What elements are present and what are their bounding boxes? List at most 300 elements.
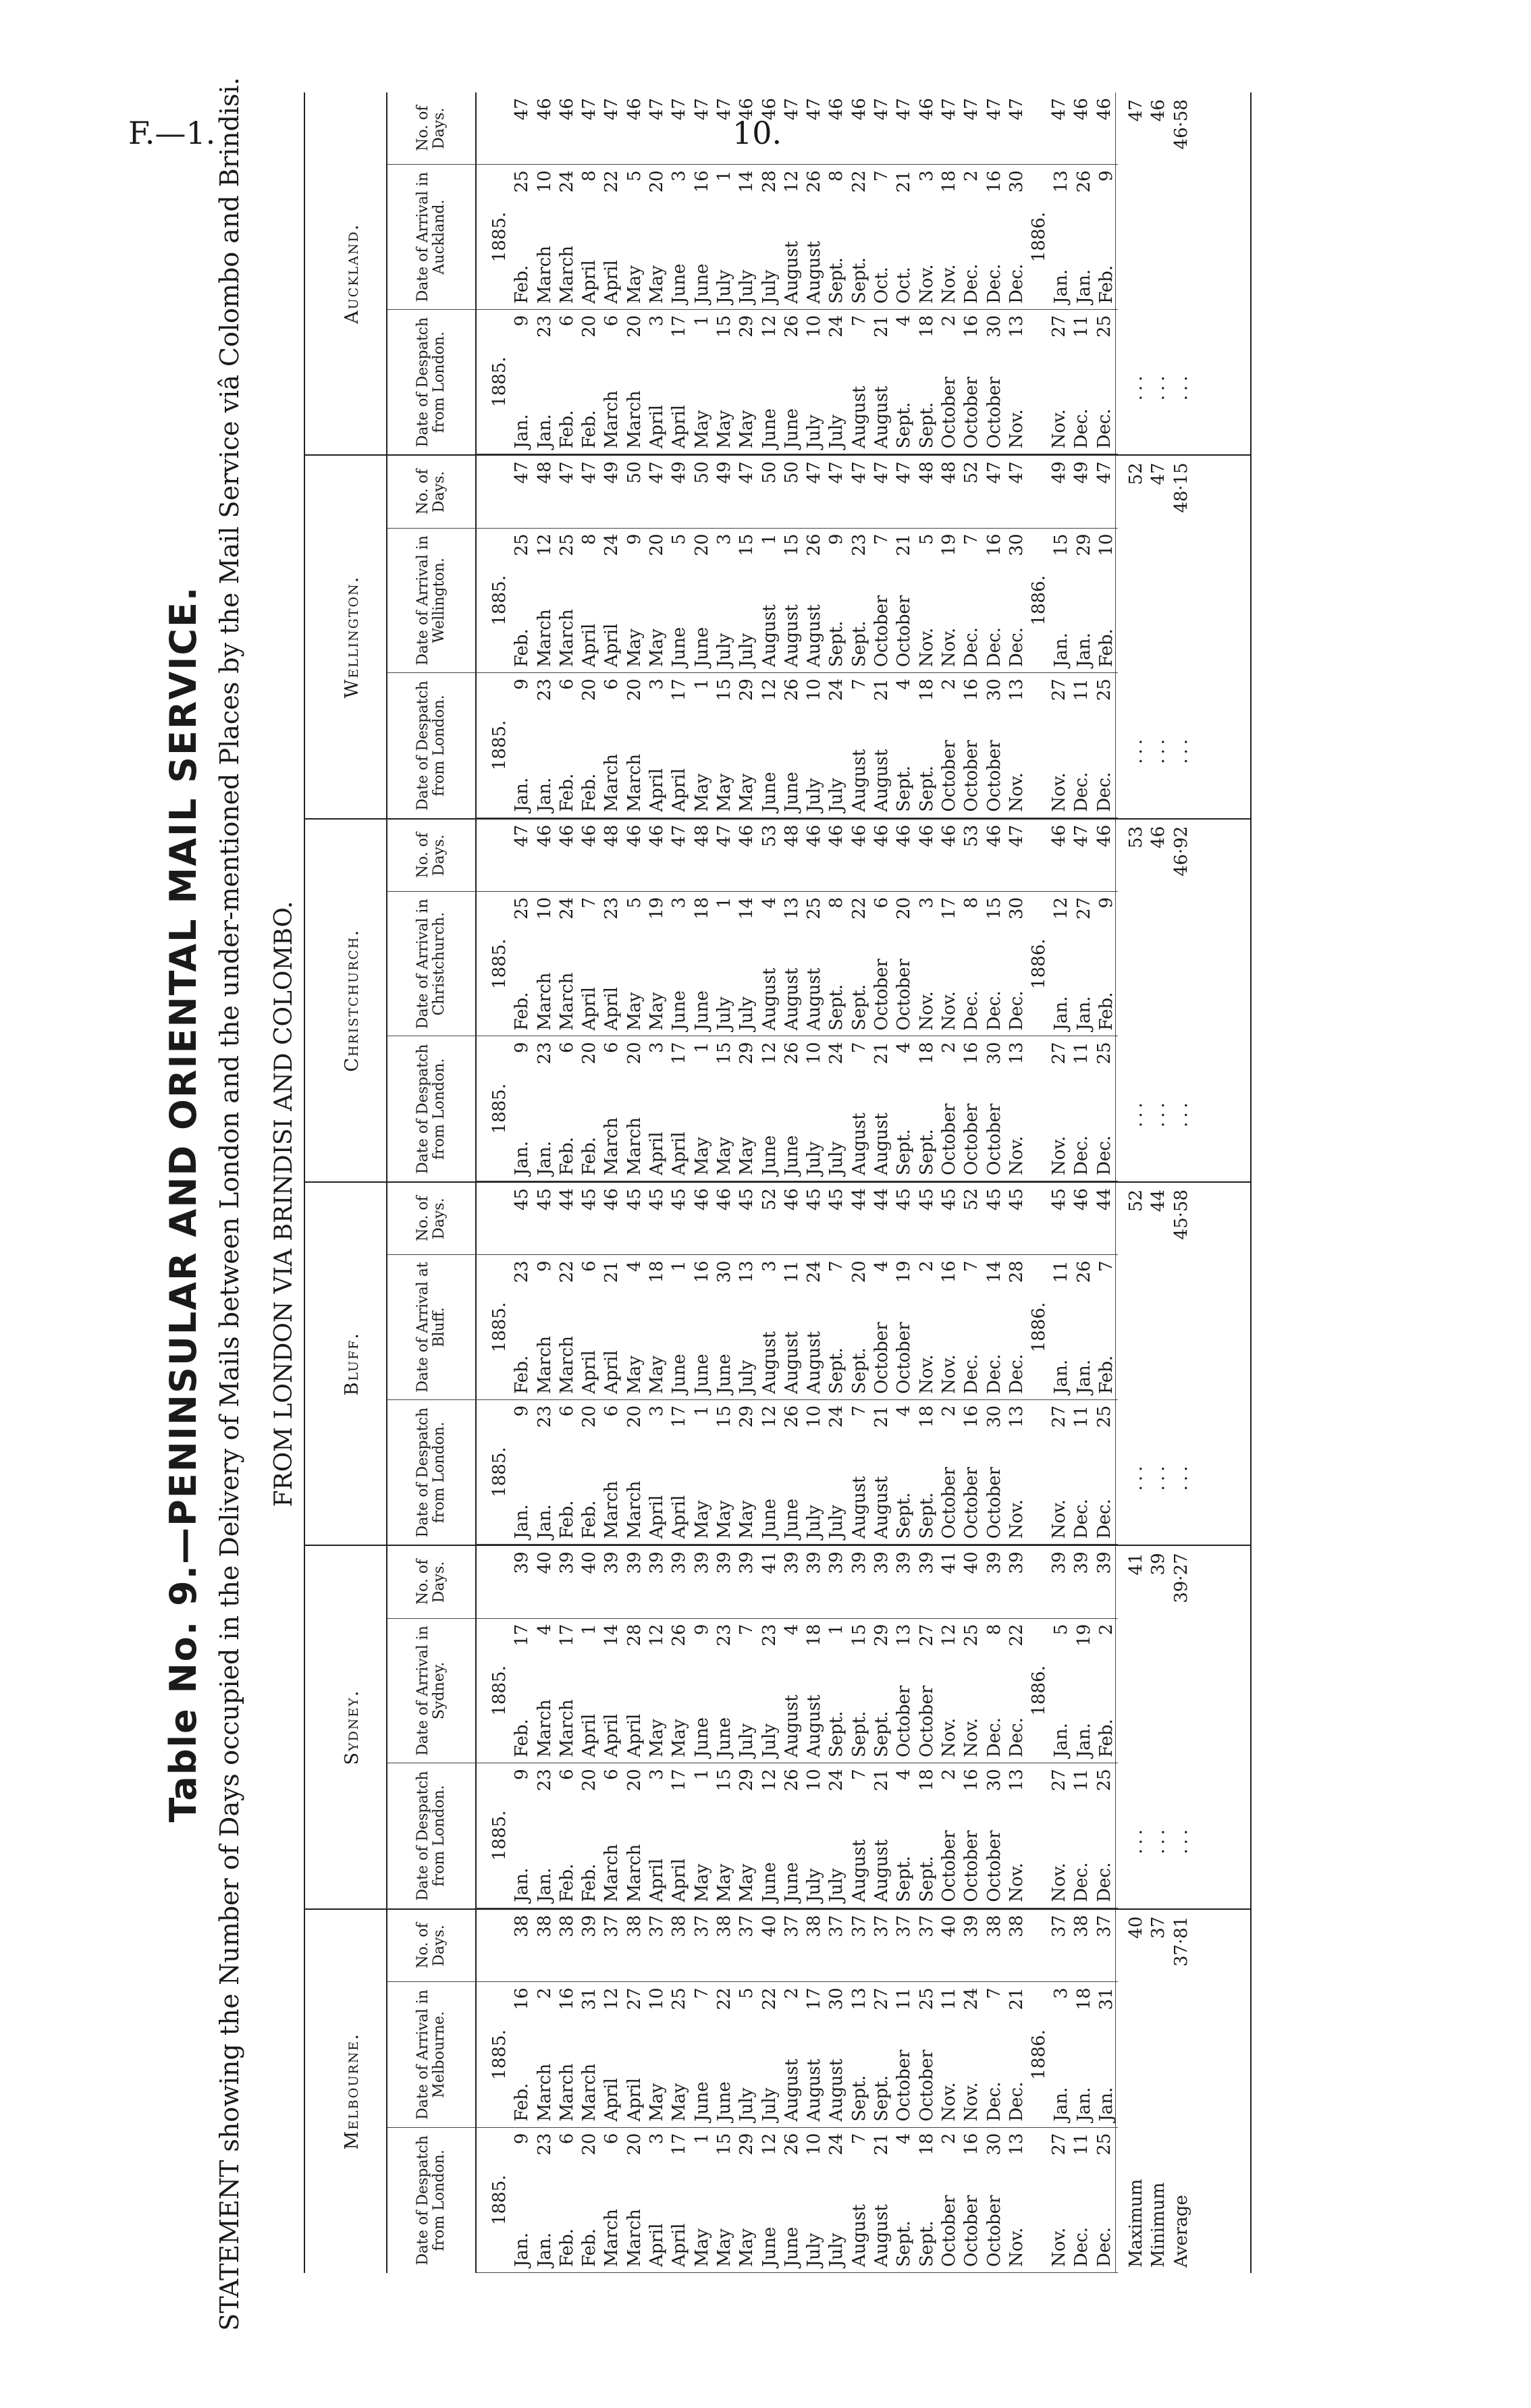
row-gap (1028, 1400, 1048, 1545)
days-value: 46 (849, 98, 869, 121)
date-day: 6 (601, 2133, 622, 2145)
date-day: 27 (1049, 1769, 1070, 1792)
date-day: 25 (512, 170, 533, 193)
date-month: Feb. (512, 1355, 533, 1394)
arrival-date (668, 1619, 691, 1763)
stat-value: 52 (1126, 462, 1146, 485)
despatch-date (1094, 1763, 1116, 1908)
despatch-date (668, 673, 691, 818)
date-day: 13 (736, 1260, 757, 1283)
date-day: 20 (579, 2133, 600, 2156)
date-month: August (804, 1331, 825, 1394)
date-month: March (579, 2063, 600, 2122)
stat-row (1171, 1910, 1193, 2273)
days-value: 37 (601, 1915, 622, 1937)
days-column (477, 1910, 1118, 1983)
days-value: 40 (579, 1551, 600, 1574)
days-value: 47 (804, 461, 825, 484)
days-value: 46 (714, 1188, 734, 1211)
days-value: 47 (871, 98, 892, 121)
days-value: 47 (938, 98, 959, 121)
date-month: July (826, 414, 847, 449)
date-month: October (894, 959, 915, 1031)
date-day: 10 (804, 1769, 825, 1792)
date-month: October (961, 740, 982, 812)
date-month: August (849, 2204, 869, 2267)
stat-value: 47 (1148, 462, 1169, 485)
arrival-date (826, 165, 848, 309)
date-month: Dec. (984, 627, 1004, 668)
date-day: 2 (938, 678, 959, 690)
days-value: 41 (759, 1551, 780, 1574)
arrival-date (826, 1619, 848, 1763)
despatch-date (1071, 1763, 1093, 1908)
date-month: June (759, 1862, 780, 1902)
date-day: 29 (736, 678, 757, 701)
days-value: 47 (894, 98, 915, 121)
despatch-date (849, 673, 871, 818)
despatch-date (759, 310, 781, 454)
arrival-date (871, 165, 893, 309)
despatch-date (826, 310, 848, 454)
date-month: April (579, 623, 600, 668)
date-day: 1 (691, 2133, 712, 2145)
date-month: Sept. (916, 1856, 937, 1902)
date-day: 18 (691, 897, 712, 920)
date-month: October (961, 1466, 982, 1539)
stat-dots: ... (1148, 1825, 1169, 1854)
date-month: May (714, 2228, 734, 2267)
days-value: 47 (512, 461, 533, 484)
date-month: Nov. (938, 627, 959, 668)
date-month: March (556, 609, 577, 668)
days-value: 47 (579, 98, 600, 121)
year-spacer (489, 92, 511, 164)
days-value: 48 (601, 824, 622, 847)
arrival-date (534, 892, 556, 1036)
row-gap (1028, 1910, 1048, 1982)
despatch-date (511, 1763, 533, 1908)
block-columns (387, 1183, 1118, 1545)
days-value: 39 (1049, 1551, 1070, 1574)
date-month: Dec. (1006, 990, 1027, 1031)
despatch-date (556, 673, 579, 818)
despatch-date (1006, 1763, 1028, 1908)
despatch-date (759, 1400, 781, 1545)
date-month: March (556, 1335, 577, 1394)
date-day: 27 (1049, 678, 1070, 701)
date-day: 8 (826, 170, 847, 182)
date-month: Dec. (984, 2081, 1004, 2122)
despatch-date (1006, 1400, 1028, 1545)
date-day: 10 (804, 2133, 825, 2156)
arrival-date (579, 1619, 601, 1763)
date-month: March (601, 390, 622, 449)
arrival-date (511, 1982, 533, 2126)
stat-label: Average (1171, 2195, 1191, 2268)
stat-row (1125, 456, 1148, 818)
date-month: August (871, 1476, 892, 1539)
date-month: June (669, 626, 690, 668)
year-label: 1885. (489, 1447, 510, 1497)
date-day: 27 (871, 1987, 892, 2010)
date-month: Sept. (826, 1347, 847, 1394)
date-day: 18 (1073, 1987, 1094, 2010)
despatch-date (803, 1400, 826, 1545)
days-value: 47 (647, 98, 668, 121)
date-month: October (984, 1830, 1004, 1902)
despatch-date (668, 310, 691, 454)
date-day: 29 (736, 2133, 757, 2156)
date-month: Dec. (1094, 772, 1114, 812)
date-day: 6 (601, 1042, 622, 1054)
arrival-column (477, 892, 1118, 1037)
date-month: Sept. (916, 2220, 937, 2267)
despatch-date (624, 1763, 646, 1908)
date-month: Oct. (871, 267, 892, 304)
stat-value: 52 (1126, 1189, 1146, 1212)
despatch-date (736, 310, 758, 454)
date-day: 23 (512, 1260, 533, 1283)
despatch-date (1006, 310, 1028, 454)
date-month: April (624, 1713, 645, 1758)
date-day: 4 (534, 1624, 555, 1636)
days-value: 47 (736, 461, 757, 484)
arrival-date (803, 529, 826, 673)
date-day: 11 (1071, 2133, 1092, 2156)
date-day: 4 (781, 1624, 802, 1636)
arrival-date (714, 1982, 736, 2126)
date-month: June (759, 1499, 780, 1539)
despatch-date (556, 1763, 579, 1908)
date-day: 2 (961, 170, 982, 182)
date-month: August (804, 967, 825, 1031)
arrival-date (938, 1619, 961, 1763)
date-day: 8 (579, 170, 600, 182)
date-day: 26 (781, 2133, 802, 2156)
date-day: 24 (804, 1260, 825, 1283)
date-day: 25 (669, 1987, 690, 2010)
date-day: 25 (804, 897, 825, 920)
days-value: 39 (691, 1551, 712, 1574)
stat-value: 47 (1126, 99, 1146, 122)
arrival-date (826, 1982, 848, 2126)
stat-row (1171, 1546, 1193, 1908)
despatch-date (714, 1400, 736, 1545)
block-name: Christchurch. (305, 820, 387, 1181)
date-month: Feb. (579, 1500, 600, 1539)
days-value: 39 (714, 1551, 734, 1574)
stat-divider (1115, 92, 1116, 454)
despatch-date (938, 1036, 961, 1181)
year-label: 1885. (489, 1302, 510, 1353)
days-value: 47 (669, 98, 690, 121)
days-value: 38 (804, 1915, 825, 1937)
date-month: Oct. (894, 267, 915, 304)
despatch-date (646, 1400, 668, 1545)
date-day: 9 (512, 2133, 533, 2145)
stat-value: 48·15 (1171, 462, 1191, 513)
date-month: Dec. (1071, 1499, 1092, 1539)
arrival-date (624, 892, 646, 1036)
days-header: No. of Days. (387, 1183, 477, 1255)
arrival-date (668, 529, 691, 673)
arrival-date (938, 1982, 961, 2126)
stat-dots: ... (1171, 1098, 1191, 1128)
despatch-date (1048, 1400, 1071, 1545)
arrival-date (646, 892, 668, 1036)
date-month: Feb. (1096, 628, 1117, 668)
date-day: 10 (1096, 533, 1117, 556)
date-month: Feb. (512, 992, 533, 1031)
date-month: October (894, 1685, 915, 1758)
date-month: Feb. (1096, 992, 1117, 1031)
date-month: Jan. (534, 1867, 555, 1902)
date-day: 12 (759, 678, 780, 701)
despatch-date (1071, 673, 1093, 818)
date-day: 20 (579, 315, 600, 338)
date-day: 22 (1006, 1624, 1027, 1647)
arrival-date (691, 165, 714, 309)
days-value: 46 (736, 824, 757, 847)
despatch-date (624, 673, 646, 818)
year-label: 1885. (489, 938, 510, 989)
date-month: May (691, 1137, 712, 1176)
date-day: 16 (984, 533, 1004, 556)
days-value: 39 (871, 1551, 892, 1574)
stat-dots: ... (1171, 1825, 1191, 1854)
date-month: July (804, 1868, 825, 1902)
date-month: March (624, 2209, 645, 2267)
date-day: 30 (1006, 533, 1027, 556)
date-day: 30 (714, 1260, 734, 1283)
arrival-date (1050, 1982, 1073, 2126)
despatch-date (579, 673, 601, 818)
arrival-date (803, 1619, 826, 1763)
date-day: 13 (1006, 1042, 1027, 1065)
row-gap (1028, 310, 1048, 454)
date-month: June (669, 990, 690, 1031)
date-month: Feb. (1096, 1719, 1117, 1758)
days-value: 48 (691, 824, 712, 847)
date-day: 12 (534, 533, 555, 556)
arrival-date (759, 1619, 781, 1763)
date-day: 16 (984, 170, 1004, 193)
date-day: 3 (1051, 1987, 1072, 1999)
date-month: July (714, 633, 734, 668)
arrival-date (534, 1982, 556, 2126)
days-value: 46 (556, 98, 577, 121)
date-month: July (826, 1505, 847, 1539)
date-month: March (624, 1480, 645, 1539)
date-month: Jan. (1096, 2087, 1117, 2122)
despatch-column (477, 1763, 1118, 1908)
days-value: 41 (938, 1551, 959, 1574)
arrival-date (849, 529, 871, 673)
days-value: 46 (826, 824, 847, 847)
date-month: March (534, 972, 555, 1031)
days-value: 53 (961, 824, 982, 847)
despatch-header: Date of Despatch from London. (387, 673, 477, 818)
days-value: 45 (916, 1188, 937, 1211)
year-spacer (489, 820, 511, 891)
year-label: 1886. (1029, 1665, 1050, 1716)
date-month: March (624, 1844, 645, 1902)
year-label: 1886. (1029, 2029, 1050, 2080)
days-value: 47 (984, 98, 1004, 121)
arrival-date (961, 529, 983, 673)
date-day: 30 (1006, 897, 1027, 920)
despatch-date (1006, 1036, 1028, 1181)
date-day: 2 (916, 1260, 937, 1272)
despatch-date (624, 1400, 646, 1545)
arrival-date (579, 165, 601, 309)
date-month: May (647, 992, 668, 1031)
date-day: 26 (781, 1042, 802, 1065)
days-value: 46 (1071, 1188, 1092, 1211)
date-month: Nov. (961, 2082, 982, 2122)
days-value: 48 (781, 824, 802, 847)
date-month: July (736, 1360, 757, 1394)
arrival-date (601, 1619, 623, 1763)
date-day: 13 (849, 1987, 869, 2010)
date-month: October (984, 2195, 1004, 2267)
date-month: Jan. (1051, 269, 1072, 304)
date-day: 29 (736, 1042, 757, 1065)
date-day: 14 (984, 1260, 1004, 1283)
date-day: 4 (624, 1260, 645, 1272)
arrival-date (736, 1619, 758, 1763)
days-value: 46 (647, 824, 668, 847)
date-day: 4 (894, 1405, 915, 1417)
arrival-date (668, 892, 691, 1036)
stat-divider (1115, 456, 1116, 818)
date-month: May (714, 1500, 734, 1539)
date-day: 3 (647, 1769, 668, 1780)
date-month: July (714, 269, 734, 304)
despatch-date (534, 2128, 556, 2272)
days-value: 40 (759, 1915, 780, 1937)
date-day: 1 (691, 1042, 712, 1054)
date-day: 8 (984, 1624, 1004, 1636)
date-day: 12 (759, 1405, 780, 1428)
despatch-date (849, 2128, 871, 2272)
stat-value: 37·81 (1171, 1916, 1191, 1967)
date-day: 3 (714, 533, 734, 545)
despatch-date (1048, 2128, 1071, 2272)
date-day: 20 (691, 533, 712, 556)
date-month: October (871, 959, 892, 1031)
days-value: 47 (849, 461, 869, 484)
arrival-date (601, 529, 623, 673)
date-month: Sept. (826, 257, 847, 304)
date-day: 27 (1049, 315, 1070, 338)
date-day: 7 (849, 1405, 869, 1417)
date-month: July (804, 414, 825, 449)
days-value: 45 (894, 1188, 915, 1211)
arrival-date (1006, 1982, 1028, 2126)
date-month: Dec. (961, 627, 982, 668)
date-day: 1 (669, 1260, 690, 1272)
date-month: May (691, 773, 712, 812)
arrival-date (849, 1619, 871, 1763)
arrival-date (601, 1982, 623, 2126)
despatch-date (1048, 1763, 1071, 1908)
date-month: May (647, 628, 668, 668)
date-day: 17 (669, 1405, 690, 1428)
date-day: 3 (647, 315, 668, 327)
date-month: June (669, 1354, 690, 1394)
date-month: August (759, 604, 780, 668)
despatch-date (803, 1036, 826, 1181)
despatch-date (1094, 310, 1116, 454)
date-day: 5 (1051, 1624, 1072, 1636)
date-month: April (669, 1858, 690, 1902)
despatch-date (871, 2128, 893, 2272)
date-month: Jan. (1073, 2087, 1094, 2122)
arrival-date (938, 529, 961, 673)
date-month: March (601, 753, 622, 812)
block-columns (387, 820, 1118, 1181)
date-day: 15 (984, 897, 1004, 920)
date-month: June (691, 1717, 712, 1758)
date-day: 5 (624, 170, 645, 182)
date-month: Sept. (916, 1492, 937, 1539)
date-day: 3 (647, 2133, 668, 2145)
date-month: October (984, 1103, 1004, 1176)
date-day: 6 (579, 1260, 600, 1272)
date-day: 6 (556, 1769, 577, 1780)
date-day: 15 (714, 678, 734, 701)
days-header: No. of Days. (387, 820, 477, 892)
date-month: July (804, 1505, 825, 1539)
date-day: 15 (714, 1405, 734, 1428)
despatch-date (849, 1763, 871, 1908)
date-day: 27 (1049, 1405, 1070, 1428)
arrival-date (803, 1982, 826, 2126)
date-month: Dec. (1071, 408, 1092, 449)
date-month: Dec. (1071, 772, 1092, 812)
days-value: 47 (714, 98, 734, 121)
date-month: October (871, 595, 892, 668)
days-column (477, 1546, 1118, 1618)
date-day: 3 (916, 897, 937, 909)
despatch-date (759, 673, 781, 818)
date-day: 3 (669, 170, 690, 182)
date-day: 12 (1051, 897, 1072, 920)
days-value: 46 (1094, 98, 1114, 121)
date-month: July (804, 778, 825, 812)
date-day: 18 (916, 1042, 937, 1065)
arrival-date (1050, 1255, 1073, 1399)
arrival-date (916, 1255, 938, 1399)
date-month: Nov. (938, 2082, 959, 2122)
days-value: 45 (647, 1188, 668, 1211)
arrival-date (646, 1982, 668, 2126)
date-day: 5 (916, 533, 937, 545)
stat-value: 46 (1148, 826, 1169, 849)
date-month: Jan. (1051, 996, 1072, 1031)
date-month: October (894, 595, 915, 668)
date-month: April (647, 1131, 668, 1176)
date-month: May (714, 1137, 734, 1176)
stat-value: 46·58 (1171, 99, 1191, 150)
arrival-date (1006, 1619, 1028, 1763)
date-month: June (781, 772, 802, 812)
date-day: 23 (534, 315, 555, 338)
stat-row (1171, 456, 1193, 818)
date-day: 25 (1094, 1405, 1114, 1428)
